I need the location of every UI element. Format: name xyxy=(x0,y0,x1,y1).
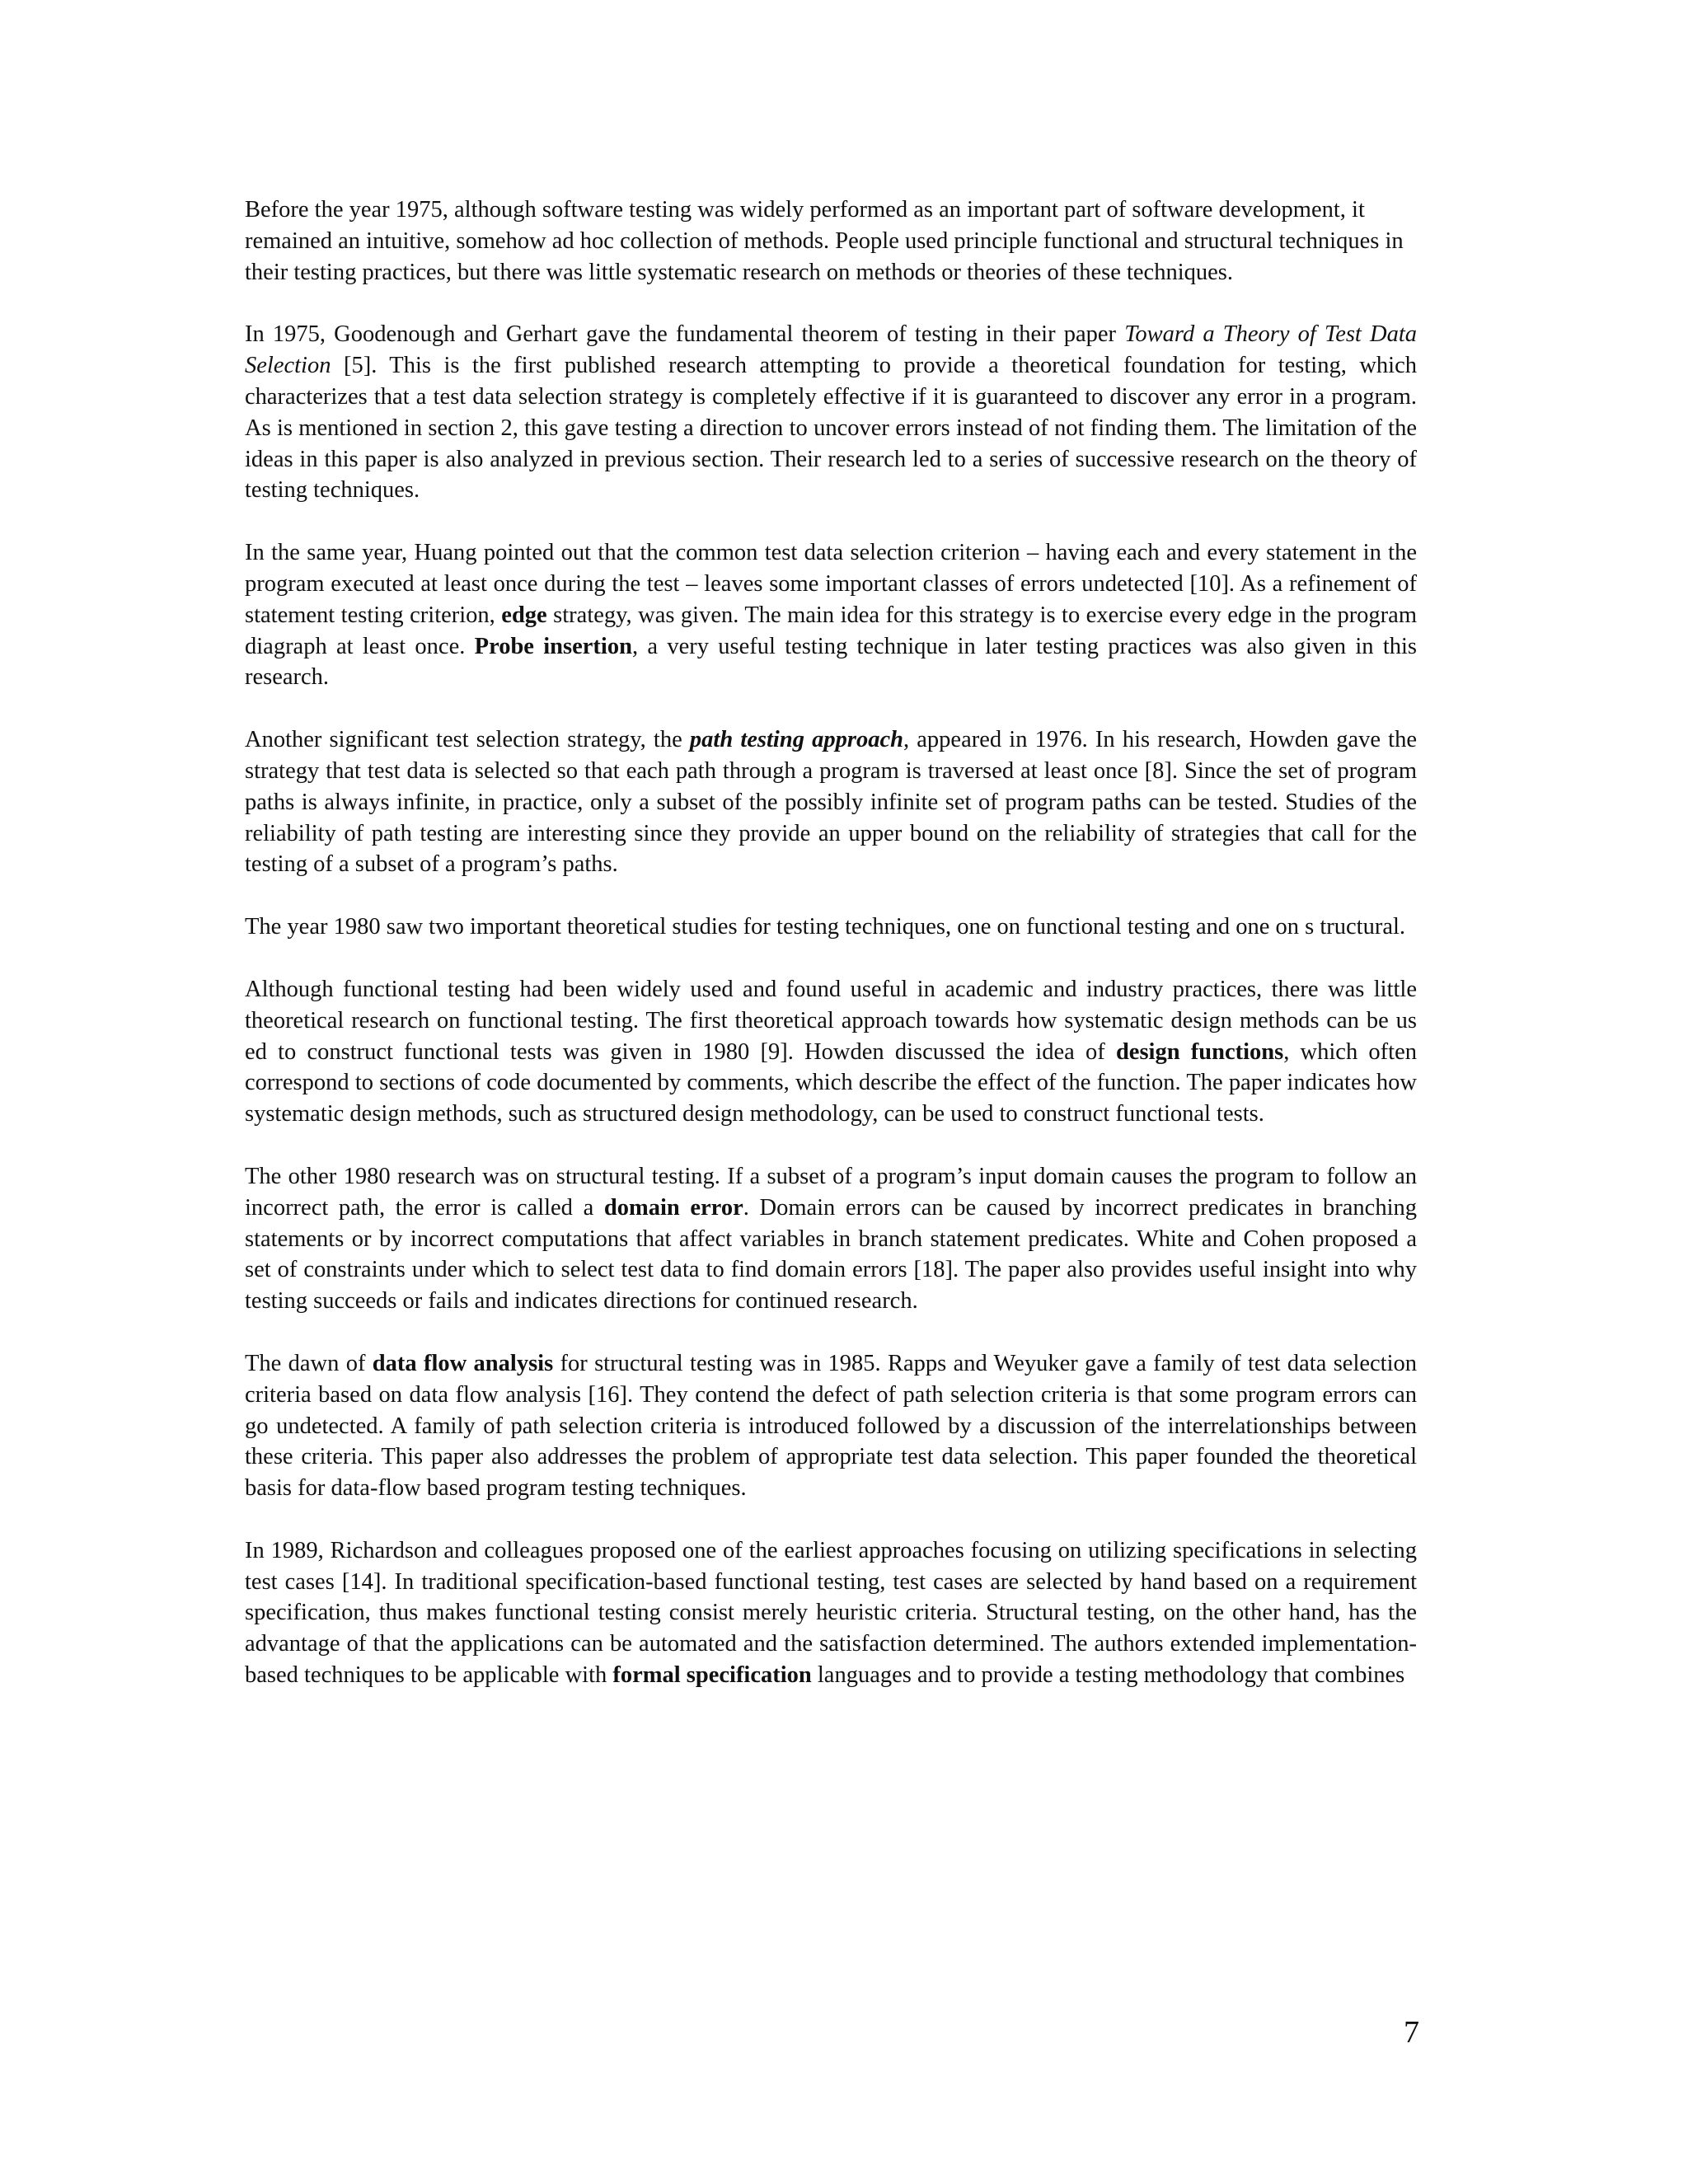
italic-title: Toward a Theory of Test Data Selection xyxy=(245,321,1417,379)
paragraph-text: In 1989, Richardson and colleagues proposed one of the earliest approaches focusing on utilizing specifications in selecting test cases [14]. In traditional specification-based functional testing, test cases are selected by hand based on a requirement specification, thus makes functional testing consist merely heuristic criteria. Structural testing, on the other hand, has the advantage of that the applications can be automated and the satisfaction determined. The authors extended implementation-based techniques to be applicable with xyxy=(245,1537,1417,1689)
paragraph-8 xyxy=(245,1348,1417,1504)
paragraph-1 xyxy=(245,194,1417,288)
paragraph-text: In the same year, Huang pointed out that the common test data selection criterion – having each and every statement in the program executed at least once during the test – leaves some important classes of errors undetected [10]. As a refinement of statement testing criterion, xyxy=(245,540,1417,628)
bold-term: formal specification xyxy=(612,1662,812,1689)
bold-term: design functions xyxy=(1115,1038,1284,1065)
emphasis-term: path testing approach xyxy=(689,727,903,753)
paragraph-text: Although functional testing had been widely used and found useful in academic and industry practices, there was little theoretical research on functional testing. The first theoretical approach towards how systematic design methods can be us ed to construct functional tests was given in 1980 [9]. Howden discussed the idea of xyxy=(245,976,1417,1065)
page-number: 7 xyxy=(1404,2015,1419,2050)
paragraph-3 xyxy=(245,537,1417,693)
paragraph-2 xyxy=(245,319,1417,506)
paragraph-text: The dawn of xyxy=(245,1350,373,1376)
paragraph-text: , which often correspond to sections of code documented by comments, which describe the effect of the function. The paper indicates how systematic design methods, such as structured design methodology, can be used to construct functional tests. xyxy=(245,1038,1417,1127)
bold-term: data flow analysis xyxy=(372,1350,554,1376)
paragraph-text: Another significant test selection strategy, the xyxy=(245,727,690,753)
paragraph-text: The other 1980 research was on structural testing. If a subset of a program’s input domain causes the program to follow an incorrect path, the error is called a xyxy=(245,1163,1417,1221)
bold-term: edge xyxy=(501,602,547,628)
paragraph-text: languages and to provide a testing methodology that combines xyxy=(811,1662,1405,1689)
paragraph-6 xyxy=(245,974,1417,1130)
paragraph-text: In 1975, Goodenough and Gerhart gave the fundamental theorem of testing in their paper xyxy=(245,321,1125,348)
paragraph-text: , a very useful testing technique in later testing practices was also given in this research. xyxy=(245,633,1417,691)
paragraph-text: . Domain errors can be caused by incorrect predicates in branching statements or by incorrect computations that affect variables in branch statement predicates. White and Cohen proposed a set of constraints under which to select test data to find domain errors [18]. The paper also provides useful insight into why testing succeeds or fails and indicates directions for continued research. xyxy=(245,1194,1417,1315)
emphasis-wrapper xyxy=(690,727,903,752)
paragraph-text: Before the year 1975, although software testing was widely performed as an important part of software development, it remained an intuitive, somehow ad hoc collection of methods. People used principle functional and structural techniques in their testing practices, but there was little systematic research on methods or theories of these techniques. xyxy=(245,197,1404,285)
paragraph-text: for structural testing was in 1985. Rapps and Weyuker gave a family of test data selection criteria based on data flow analysis [16]. They contend the defect of path selection criteria is that some program errors can go undetected. A family of path selection criteria is introduced followed by a discussion of the interrelationships between these criteria. This paper also addresses the problem of appropriate test data selection. This paper founded the theoretical basis for data-flow based program testing techniques. xyxy=(245,1350,1417,1502)
paragraph-text: The year 1980 saw two important theoretical studies for testing techniques, one on functional testing and one on s tructural. xyxy=(245,914,1406,940)
paragraph-9 xyxy=(245,1535,1417,1691)
paragraph-text: , appeared in 1976. In his research, Howden gave the strategy that test data is selected so that each path through a program is traversed at least once [8]. Since the set of program paths is always infinite, in practice, only a subset of the possibly infinite set of program paths can be tested. Studies of the reliability of path testing are interesting since they provide an upper bound on the reliability of strategies that call for the testing of a subset of a program’s paths. xyxy=(245,727,1417,878)
body-text xyxy=(245,194,1417,1722)
bold-term: Probe insertion xyxy=(474,633,632,659)
bold-term: domain error xyxy=(603,1194,743,1221)
paragraph-text: strategy, was given. The main idea for this strategy is to exercise every edge in the program diagraph at least once. xyxy=(245,602,1417,659)
paragraph-5 xyxy=(245,912,1417,943)
paragraph-7 xyxy=(245,1161,1417,1317)
paragraph-text: [5]. This is the first published research attempting to provide a theoretical foundation for testing, which characterizes that a test data selection strategy is completely effective if it is guaranteed to discover any error in a program. As is mentioned in section 2, this gave testing a direction to uncover errors instead of not finding them. The limitation of the ideas in this paper is also analyzed in previous section. Their research led to a series of successive research on the theory of testing techniques. xyxy=(245,353,1417,504)
paragraph-4 xyxy=(245,724,1417,880)
